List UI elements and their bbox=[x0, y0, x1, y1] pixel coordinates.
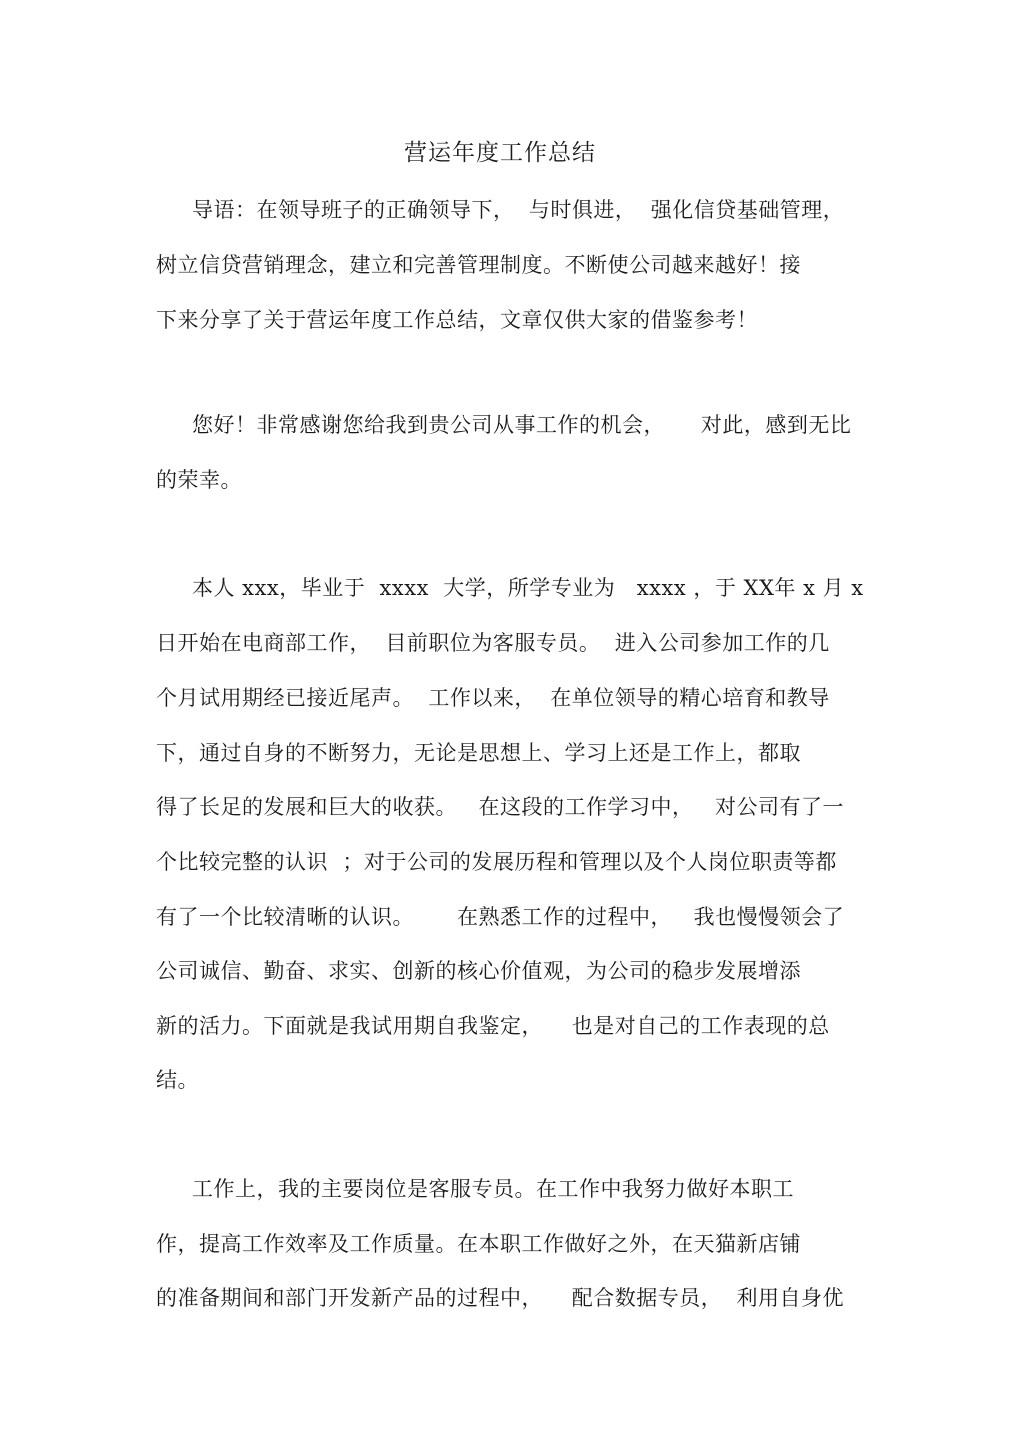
text-line: 下，通过自身的不断努力，无论是思想上、学习上还是工作上，都取 bbox=[156, 741, 801, 765]
document-title: 营运年度工作总结 bbox=[404, 140, 596, 166]
text-line: 导语：在领导班子的正确领导下， 与时俱进， 强化信贷基础管理， bbox=[192, 198, 845, 222]
text-line: 您好！非常感谢您给我到贵公司从事工作的机会， 对此，感到无比 bbox=[192, 413, 852, 437]
text-line: 的准备期间和部门开发新产品的过程中， 配合数据专员， 利用自身优 bbox=[156, 1286, 845, 1310]
text-line: 得了长足的发展和巨大的收获。 在这段的工作学习中， 对公司有了一 bbox=[156, 795, 845, 819]
text-line: 新的活力。下面就是我试用期自我鉴定， 也是对自己的工作表现的总 bbox=[156, 1014, 830, 1038]
text-line: 结。 bbox=[156, 1068, 199, 1092]
text-line: 本人 xxx，毕业于 xxxx 大学，所学专业为 xxxx ，于 XX年 x 月 x bbox=[192, 576, 864, 600]
text-line: 个比较完整的认识 ；对于公司的发展历程和管理以及个人岗位职责等都 bbox=[156, 850, 837, 874]
text-line: 的荣幸。 bbox=[156, 468, 242, 492]
text-line: 公司诚信、勤奋、求实、创新的核心价值观，为公司的稳步发展增添 bbox=[156, 959, 801, 983]
text-line: 有了一个比较清晰的认识。 在熟悉工作的过程中， 我也慢慢领会了 bbox=[156, 905, 845, 929]
text-line: 日开始在电商部工作， 目前职位为客服专员。 进入公司参加工作的几 bbox=[156, 631, 830, 655]
text-line: 个月试用期经已接近尾声。 工作以来， 在单位领导的精心培育和教导 bbox=[156, 686, 830, 710]
text-line: 树立信贷营销理念，建立和完善管理制度。不断使公司越来越好！接 bbox=[156, 253, 801, 277]
text-line: 下来分享了关于营运年度工作总结，文章仅供大家的借鉴参考！ bbox=[156, 308, 758, 332]
text-line: 作，提高工作效率及工作质量。在本职工作做好之外，在天猫新店铺 bbox=[156, 1232, 801, 1256]
text-line: 工作上，我的主要岗位是客服专员。在工作中我努力做好本职工 bbox=[192, 1177, 794, 1201]
